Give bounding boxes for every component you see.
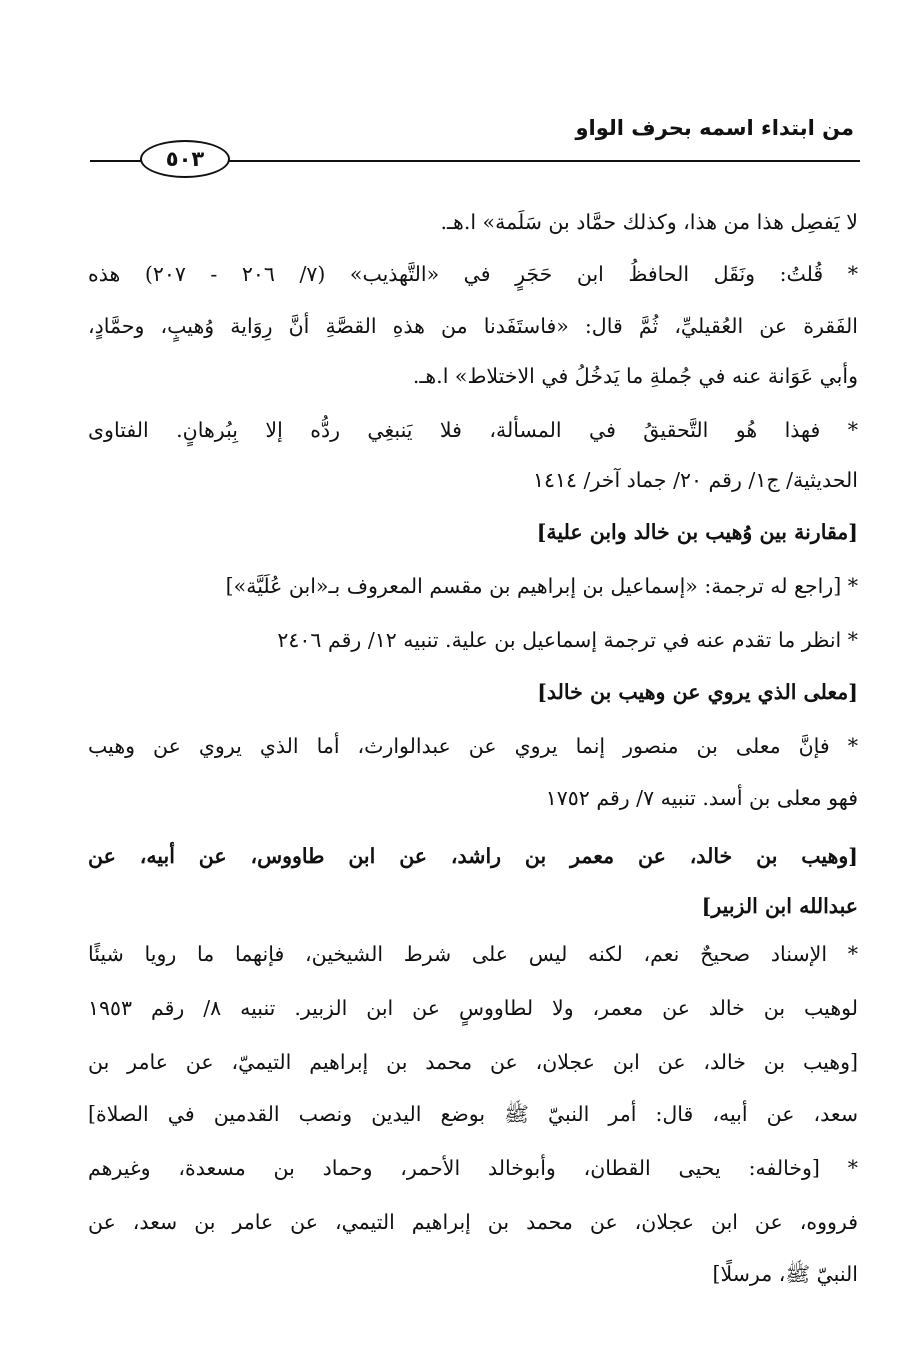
body-line-16: لوهيب بن خالد عن معمر، ولا لطاووسٍ عن ابن الزبير. تنبيه ٨/ رقم ١٩٥٣ (88, 996, 858, 1020)
page-number: ٥٠٣ (140, 140, 230, 178)
body-line-21: النبيّ ﷺ، مرسلًا] (712, 1262, 858, 1286)
body-line-17: [وهيب بن خالد، عن ابن عجلان، عن محمد بن إبراهيم التيميّ، عن عامر بن (88, 1050, 858, 1074)
body-line-15: * الإسناد صحيحٌ نعم، لكنه ليس على شرط الشيخين، فإنهما ما رويا شيئًا (88, 942, 858, 966)
body-line-18: سعد، عن أبيه، قال: أمر النبيّ ﷺ بوضع اليدين ونصب القدمين في الصلاة] (88, 1102, 858, 1126)
body-line-2: * قُلتُ: ونَقَل الحافظُ ابن حَجَرٍ في «التَّهذيب» (٧/ ٢٠٦ - ٢٠٧) هذه (88, 262, 858, 286)
body-line-19: * [وخالفه: يحيى القطان، وأبوخالد الأحمر، وحماد بن مسعدة، وغيرهم (88, 1156, 858, 1180)
body-line-8: * [راجع له ترجمة: «إسماعيل بن إبراهيم بن مقسم المعروف بـ«ابن عُلَيَّة»] (225, 574, 858, 598)
running-title: من ابتداء اسمه بحرف الواو (575, 116, 854, 140)
body-line-6: الحديثية/ ج١/ رقم ٢٠/ جماد آخر/ ١٤١٤ (532, 468, 858, 492)
section-heading-wuhayb-mamar: [وهيب بن خالد، عن معمر بن راشد، عن ابن طاووس، عن أبيه، عن (88, 844, 858, 868)
section-heading-mualla: [معلى الذي يروي عن وهيب بن خالد] (537, 680, 858, 704)
body-line-3: الفَقرة عن العُقيليِّ، ثُمَّ قال: «فاستَفَدنا من هذهِ القصَّةِ أنَّ رِوَاية وُهيبٍ، وحمَّادٍ، (88, 314, 858, 338)
body-line-1: لا يَفصِل هذا من هذا، وكذلك حمَّاد بن سَلَمة» ا.هـ. (440, 210, 858, 234)
body-line-12: فهو معلى بن أسد. تنبيه ٧/ رقم ١٧٥٢ (545, 786, 858, 810)
body-line-20: فرووه، عن ابن عجلان، عن محمد بن إبراهيم التيمي، عن عامر بن سعد، عن (88, 1210, 858, 1234)
body-line-4: وأبي عَوَانة عنه في جُملةِ ما يَدخُلُ في الاختلاط» ا.هـ. (412, 364, 858, 388)
body-line-5: * فهذا هُو التَّحقيقُ في المسألة، فلا يَنبغِي ردُّه إلا بِبُرهانٍ. الفتاوى (88, 418, 858, 442)
body-line-9: * انظر ما تقدم عنه في ترجمة إسماعيل بن علية. تنبيه ١٢/ رقم ٢٤٠٦ (277, 628, 858, 652)
body-line-11: * فإنَّ معلى بن منصور إنما يروي عن عبدالوارث، أما الذي يروي عن وهيب (88, 734, 858, 758)
section-heading-comparison: [مقارنة بين وُهيب بن خالد وابن علية] (536, 520, 858, 544)
section-heading-wuhayb-mamar-cont: عبدالله ابن الزبير] (701, 894, 858, 918)
